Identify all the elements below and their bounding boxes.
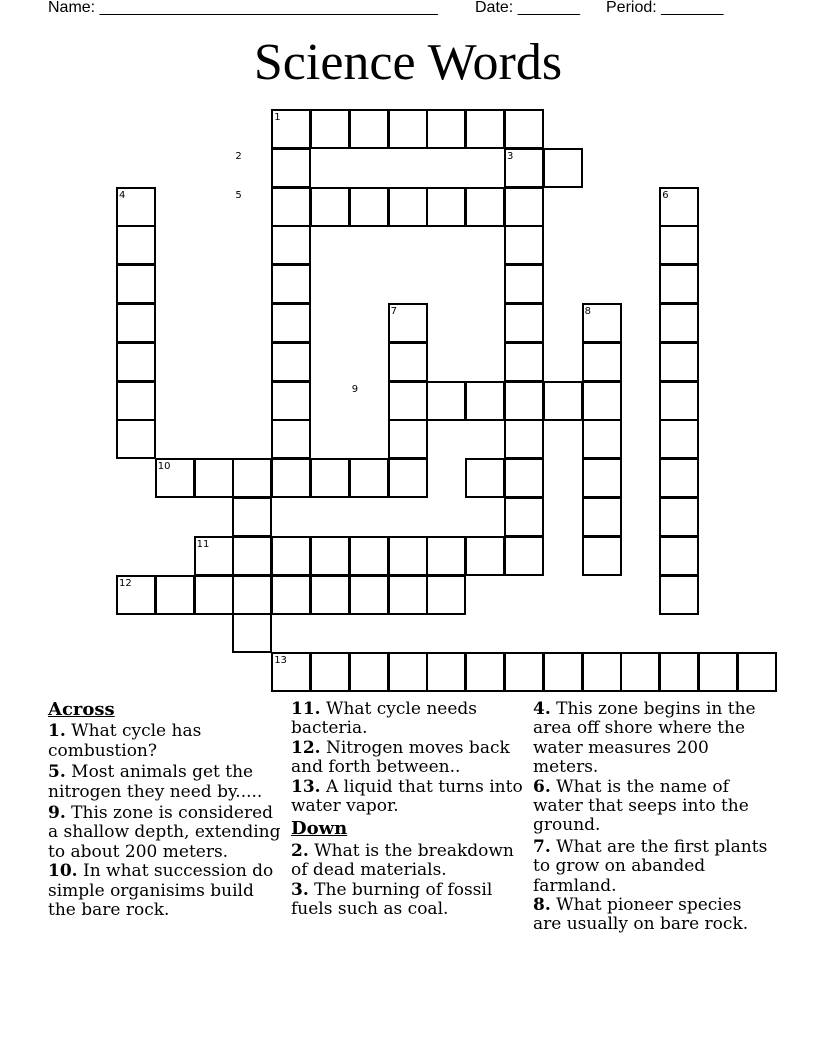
clue-across-1 <box>48 722 284 761</box>
grid-cell[interactable] <box>504 536 544 576</box>
period-field[interactable]: Period: _______ <box>606 0 724 16</box>
grid-cell[interactable] <box>310 652 350 692</box>
grid-cell[interactable] <box>659 458 699 498</box>
clue-number-label: 4 <box>119 189 126 201</box>
grid-cell[interactable] <box>349 458 389 498</box>
clue-number: 2. <box>291 840 309 861</box>
date-field[interactable]: Date: _______ <box>475 0 580 16</box>
grid-cell[interactable] <box>426 187 466 227</box>
grid-cell[interactable] <box>116 303 156 343</box>
clue-number-label: 9 <box>351 383 359 395</box>
page-title: Science Words <box>253 34 563 91</box>
grid-cell[interactable] <box>388 109 428 149</box>
clue-text: This zone begins in the area off shore where the water measures 200 meters. <box>533 699 756 778</box>
grid-cell[interactable] <box>310 109 350 149</box>
grid-cell[interactable] <box>543 652 583 692</box>
grid-cell[interactable] <box>116 225 156 265</box>
across-clues-column-1 <box>48 700 284 920</box>
grid-cell[interactable] <box>426 381 466 421</box>
grid-cell[interactable] <box>388 381 428 421</box>
grid-cell[interactable] <box>271 303 311 343</box>
grid-cell[interactable] <box>271 458 311 498</box>
clue-number-label: 10 <box>157 461 171 473</box>
grid-cell[interactable] <box>659 497 699 537</box>
grid-cell[interactable] <box>349 536 389 576</box>
grid-cell[interactable] <box>543 381 583 421</box>
grid-cell[interactable] <box>271 187 311 227</box>
grid-cell[interactable] <box>310 536 350 576</box>
clue-number-label: 5 <box>235 189 242 201</box>
clue-text: What is the name of water that seeps into the ground. <box>533 776 749 836</box>
clue-across-5 <box>48 763 284 802</box>
clue-text: In what succession do simple organisims build the bare rock. <box>48 861 274 921</box>
clue-text: What is the breakdown of dead materials. <box>291 840 514 881</box>
clue-number: 8. <box>533 895 551 916</box>
clue-number: 1. <box>48 721 66 742</box>
name-field[interactable]: Name: ______________________________________ <box>48 0 438 16</box>
grid-cell[interactable] <box>582 458 622 498</box>
grid-cell[interactable] <box>388 652 428 692</box>
grid-cell[interactable] <box>310 575 350 615</box>
grid-cell[interactable] <box>116 264 156 304</box>
clue-down-8 <box>533 896 773 935</box>
grid-cell[interactable] <box>116 381 156 421</box>
grid-cell[interactable] <box>543 148 583 188</box>
grid-cell[interactable] <box>504 458 544 498</box>
grid-cell[interactable] <box>426 575 466 615</box>
clue-number: 9. <box>48 803 66 824</box>
grid-cell[interactable] <box>232 613 272 653</box>
grid-cell[interactable] <box>310 458 350 498</box>
grid-cell[interactable] <box>659 303 699 343</box>
clue-across-10 <box>48 862 284 920</box>
clue-number-label: 12 <box>119 577 132 589</box>
grid-cell[interactable] <box>426 109 466 149</box>
grid-cell[interactable] <box>582 497 622 537</box>
clue-across-11 <box>291 700 523 739</box>
clue-number: 10. <box>48 861 78 882</box>
grid-cell[interactable] <box>659 264 699 304</box>
across-heading: Across <box>48 699 115 720</box>
clue-number-label: 2 <box>235 150 242 162</box>
grid-cell[interactable] <box>349 109 389 149</box>
grid-cell[interactable] <box>349 575 389 615</box>
clue-down-6 <box>533 778 773 836</box>
clue-down-4 <box>533 700 773 778</box>
clue-number-label: 7 <box>390 306 397 317</box>
clue-text: This zone is considered a shallow depth, extending to about 200 meters. <box>48 803 281 862</box>
grid-cell[interactable] <box>659 225 699 265</box>
grid-cell[interactable] <box>271 264 311 304</box>
clues-column-2 <box>291 700 523 919</box>
grid-cell[interactable] <box>271 419 311 459</box>
grid-cell[interactable] <box>388 342 428 382</box>
grid-cell[interactable] <box>271 342 311 382</box>
clue-across-13 <box>291 778 523 817</box>
grid-cell[interactable] <box>504 303 544 343</box>
down-clues-column-3 <box>533 700 773 935</box>
grid-cell[interactable] <box>116 342 156 382</box>
grid-cell[interactable] <box>388 575 428 615</box>
clue-text: A liquid that turns into water vapor. <box>291 776 523 817</box>
grid-cell[interactable] <box>271 575 311 615</box>
grid-cell[interactable] <box>504 225 544 265</box>
clue-number: 7. <box>533 836 551 857</box>
grid-cell[interactable] <box>388 458 428 498</box>
clue-number-label: 3 <box>507 150 514 162</box>
grid-cell[interactable] <box>349 187 389 227</box>
grid-cell[interactable] <box>659 342 699 382</box>
grid-cell[interactable] <box>659 381 699 421</box>
clue-number-label: 6 <box>662 189 669 201</box>
grid-cell[interactable] <box>426 536 466 576</box>
grid-cell[interactable] <box>620 652 660 692</box>
grid-cell[interactable] <box>465 187 505 227</box>
grid-cell[interactable] <box>310 187 350 227</box>
grid-cell[interactable] <box>504 342 544 382</box>
grid-cell[interactable] <box>465 536 505 576</box>
grid-cell[interactable] <box>271 225 311 265</box>
grid-cell[interactable] <box>426 652 466 692</box>
clue-text: Most animals get the nitrogen they need by..... <box>48 762 263 802</box>
grid-cell[interactable] <box>582 342 622 382</box>
clue-down-2 <box>291 842 523 881</box>
grid-cell[interactable] <box>271 148 311 188</box>
down-heading: Down <box>291 818 348 840</box>
grid-cell[interactable] <box>698 652 738 692</box>
grid-cell[interactable] <box>582 381 622 421</box>
grid-cell[interactable] <box>232 575 272 615</box>
grid-cell[interactable] <box>465 652 505 692</box>
clue-number-label: 8 <box>584 306 591 317</box>
clue-number: 3. <box>291 879 309 900</box>
grid-cell[interactable] <box>504 109 544 149</box>
clue-text: Nitrogen moves back and forth between.. <box>291 737 510 778</box>
clue-text: What cycle has combustion? <box>48 721 202 761</box>
clue-number-label: 1 <box>274 112 281 123</box>
clue-text: The burning of fossil fuels such as coal. <box>291 879 493 920</box>
grid-cell[interactable] <box>194 458 234 498</box>
clue-text: What pioneer species are usually on bare rock. <box>533 895 749 935</box>
grid-cell[interactable] <box>504 419 544 459</box>
grid-cell[interactable] <box>232 536 272 576</box>
clue-number-label: 13 <box>274 655 287 667</box>
grid-cell[interactable] <box>388 536 428 576</box>
grid-cell[interactable] <box>465 458 505 498</box>
grid-cell[interactable] <box>465 109 505 149</box>
grid-cell[interactable] <box>582 419 622 459</box>
grid-cell[interactable] <box>388 187 428 227</box>
clue-number: 11. <box>291 699 321 719</box>
clue-number: 5. <box>48 762 66 783</box>
grid-cell[interactable] <box>659 575 699 615</box>
clue-down-3 <box>291 881 523 920</box>
grid-cell[interactable] <box>737 652 777 692</box>
grid-cell[interactable] <box>504 497 544 537</box>
grid-cell[interactable] <box>504 187 544 227</box>
grid-cell[interactable] <box>349 652 389 692</box>
grid-cell[interactable] <box>116 419 156 459</box>
grid-cell[interactable] <box>504 652 544 692</box>
clue-number: 12. <box>291 737 321 758</box>
clue-text: What cycle needs bacteria. <box>291 699 478 739</box>
grid-cell[interactable] <box>582 536 622 576</box>
grid-cell[interactable] <box>194 575 234 615</box>
grid-cell[interactable] <box>232 458 272 498</box>
grid-cell[interactable] <box>659 419 699 459</box>
grid-cell[interactable] <box>388 419 428 459</box>
clue-number: 4. <box>533 699 551 719</box>
grid-cell[interactable] <box>659 536 699 576</box>
grid-cell[interactable] <box>155 575 195 615</box>
grid-cell[interactable] <box>659 652 699 692</box>
clue-text: What are the first plants to grow on abanded farmland. <box>533 836 768 896</box>
grid-cell[interactable] <box>504 381 544 421</box>
grid-cell[interactable] <box>582 652 622 692</box>
grid-cell[interactable] <box>271 381 311 421</box>
grid-cell[interactable] <box>232 497 272 537</box>
clue-number: 13. <box>291 776 321 797</box>
clue-down-7 <box>533 838 773 896</box>
clue-number: 6. <box>533 776 551 797</box>
clue-number-label: 11 <box>196 538 210 550</box>
grid-cell[interactable] <box>465 381 505 421</box>
grid-cell[interactable] <box>504 264 544 304</box>
clue-across-9 <box>48 804 284 862</box>
grid-cell[interactable] <box>271 536 311 576</box>
clue-across-12 <box>291 739 523 778</box>
